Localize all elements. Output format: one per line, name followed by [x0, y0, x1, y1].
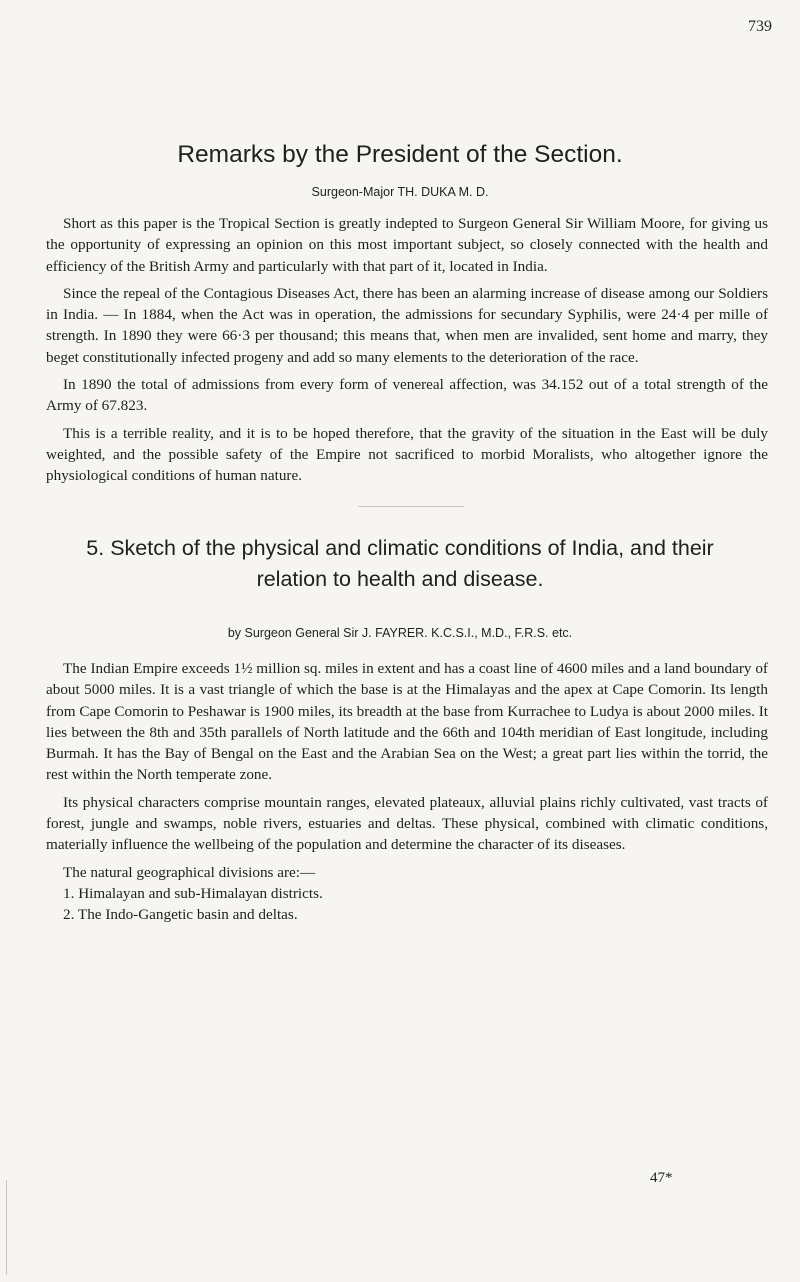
- section1-body: [46, 213, 768, 487]
- page-edge-line: [6, 1180, 7, 1275]
- list-item: 2. The Indo-Gangetic basin and deltas.: [63, 906, 298, 924]
- article-title-text: Sketch of the physical and climatic conditions of India, and their: [110, 536, 714, 560]
- paragraph: Short as this paper is the Tropical Section is greatly indepted to Surgeon General Sir William Moore, for giving us the opportunity of expressing an opinion on this most important subject, so closely connected with the health and efficiency of the British Army and particularly with that part of it, located in India.: [46, 215, 768, 275]
- article-title-line-2: relation to health and disease.: [256, 567, 544, 591]
- paragraph: The Indian Empire exceeds 1½ million sq. miles in extent and has a coast line of 4600 miles and a land boundary of about 5000 miles. It is a vast triangle of which the base is at the Himalayas and the apex at Cape Comorin. Its length from Cape Comorin to Peshawar is 1900 miles, its breadth at the base from Kurrachee to Ludya is about 2000 miles. It lies between the 8th and 35th parallels of North latitude and the 66th and 104th meridian of East longitude, including Burmah. It has the Bay of Bengal on the East and the Arabian Sea on the West; a great part lies within the torrid, the rest within the North temperate zone.: [46, 660, 768, 784]
- article-body: [46, 658, 768, 926]
- paragraph: The natural geographical divisions are:—: [63, 863, 316, 881]
- section-title: Remarks by the President of the Section.: [177, 141, 623, 168]
- article-title: [0, 533, 800, 595]
- article-author: by Surgeon General Sir J. FAYRER. K.C.S.I., M.D., F.R.S. etc.: [227, 626, 573, 640]
- section-divider: [358, 506, 464, 507]
- page-number: 739: [748, 18, 772, 35]
- list-item: 1. Himalayan and sub-Himalayan districts.: [63, 884, 323, 902]
- section-author: Surgeon-Major TH. DUKA M. D.: [311, 185, 489, 199]
- paragraph: This is a terrible reality, and it is to be hoped therefore, that the gravity of the situation in the East will be duly weighted, and the possible safety of the Empire not sacrificed to morbid Moralists, who altogether ignore the physiological conditions of human nature.: [46, 424, 768, 485]
- signature-mark: 47*: [650, 1170, 673, 1186]
- paragraph: Its physical characters comprise mountain ranges, elevated plateaux, alluvial plains richly cultivated, vast tracts of forest, jungle and swamps, noble rivers, estuaries and deltas. These physical, combined with climatic conditions, materially influence the wellbeing of the population and determine the character of its diseases.: [46, 793, 768, 854]
- paragraph: Since the repeal of the Contagious Diseases Act, there has been an alarming increase of disease among our Soldiers in India. — In 1884, when the Act was in operation, the admissions for secundary Syphilis, were 24·4 per mille of strength. In 1890 they were 66·3 per thousand; this means that, when men are invalided, sent home and marry, they beget constitutionally infected progeny and add so many elements to the deterioration of the race.: [46, 284, 768, 366]
- article-title-line-1: [0, 533, 800, 564]
- article-number: 5.: [86, 536, 105, 560]
- paragraph: In 1890 the total of admissions from every form of venereal affection, was 34.152 out of a total strength of the Army of 67.823.: [46, 376, 768, 415]
